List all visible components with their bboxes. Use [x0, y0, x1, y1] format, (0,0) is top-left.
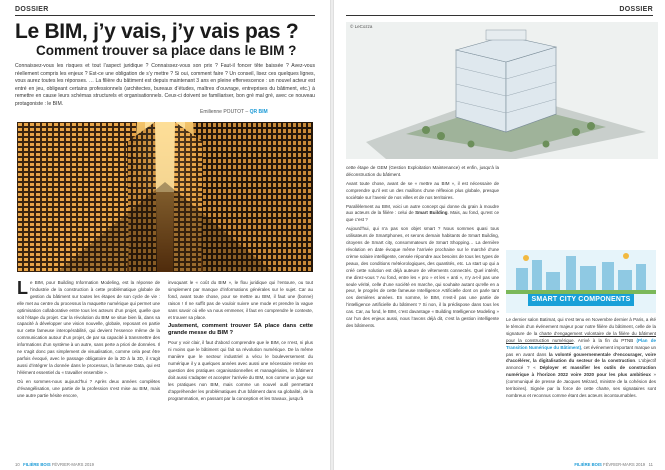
- right-page: [334, 0, 665, 470]
- right-column-1: [346, 165, 499, 332]
- page-footer: [15, 462, 94, 467]
- paragraph-text: Le dernier salon Batimat, qui s’est tenu en Novembre dernier à Paris, a été le témoin d’un événement majeur pour notre filière du bâtiment, celle de la signature de la: [506, 317, 656, 336]
- drop-cap: L: [17, 278, 28, 298]
- section-label: DOSSIER: [15, 6, 49, 13]
- author-name: Emilienne POUTOT –: [200, 109, 249, 115]
- charter-title: charte d’engagement volontaire de la filière du bâtiment pour la construction numérique: [506, 330, 656, 343]
- paragraph: cette étape de GEM (Gestion Exploitation Maintenance) et enfin, jusqu’à la déconstruction du bâtiment.: [346, 165, 499, 177]
- page-footer: [574, 462, 653, 467]
- header-rule: [15, 15, 315, 16]
- paragraph-text: , cet événement important marque un pas en avant dans: [506, 344, 656, 357]
- left-page: [0, 0, 330, 470]
- paragraph: Aujourd’hui, qui n’a pas son objet smart ? Nous sommes quasi tous utilisateurs de Smartphones, et serons demain habitants de Smart Building, citoyens de Smart city, consommateurs de Smart Shopping… La dernière révolution en date évoque même l’arrivée prochaine sur le marché d’une crème solaire intelligente, censée répondre aux besoins de tous les types de peaux, des conditions météorologiques, des quantités, etc. La start up qui a créé cette solution est déjà auteure de vêtements connectés. Quel intérêt, me direz-vous ? Au fond, entre les « pro » et les « anti », n’y a-t-il pas une seule vérité, celle d’une société en marche, qui souhaite autant qu’elle en a peur, le progrès de cette fameuse Intelligence Artificielle dont on parle tant ces dernières années. En somme, le BIM, n’est-il pas une partie de l’intelligence artificielle du bâtiment ? Si non, il la prédispose dans tous les cas. Car, au fond, le BIM, c’est davantage « Building Intelligence Modeling » car l’un des enjeux aussi, nous l’avons déjà dit, c’est la gestion intelligente des bâtiments.: [346, 226, 499, 328]
- author-line: [200, 109, 268, 115]
- magazine-name: FILIÈRE BOIS: [574, 462, 602, 467]
- image-credit: © LeCozza: [350, 24, 373, 29]
- page-number: 11: [648, 462, 653, 467]
- paragraph-text: . L’objectif annoncé ? «: [506, 358, 656, 371]
- ptnb-highlight: (Plan de Transition Numérique du Bâtiment): [506, 337, 656, 350]
- paragraph-text: Parallèlement au BIM, voici un autre concept qui donne du grain à moudre aux acteurs de la filière : celui de: [346, 203, 499, 216]
- paragraph-text: . Arrivé à la fin du PTNB: [573, 337, 634, 343]
- paragraph: [506, 317, 656, 400]
- author-organization: QR BIM: [249, 109, 268, 115]
- right-column-2: [506, 317, 656, 402]
- paragraph: Où en sommes-nous aujourd’hui ? Après deux années complètes d’évangélisation, une partie de la profession s’est mise au BIM, mais une autre partie hésite encore,: [17, 378, 160, 398]
- objective-quote: Déployer et massifier les outils de construction numérique à l’horizon 2022 voire 2020 pour les plus ambitieux: [506, 365, 656, 378]
- smart-city-label: SMART CITY COMPONENTS: [528, 294, 634, 306]
- issue-date: FÉVRIER-MARS 2019: [51, 462, 94, 467]
- paragraph-text: e BIM, pour Building Information Modeling, est la réponse de l’industrie de la construction à cette problématique globale de gestion du bâtiment sur toutes les étapes de son cycle de vie : elle met au centre du processus la maquette numérique qui permet une optimisation collaborative entre tous les acteurs d’un projet, quelle que soit l’étape du projet. Car la révolution du BIM se situe bien là, dans sa capacité à développer une vision nouvelle, globale, reposant en partie sur cette fameuse interopérabilité, qui devient l’essence même de la communication autour d’un projet, de par sa capacité à transmettre des informations d’un système à un autre, sans perte a priori de données. Il ne s’agit donc pas simplement de visualisation, comme cela peut être parfois évoqué, avec le passage obligatoire de la 2D à la 3D, il s’agit aussi d’intégrer la donnée dans le processus, la fameuse Data, qui est l’élément essentiel du « travailler ensemble ».: [17, 280, 160, 375]
- paragraph: [17, 280, 160, 377]
- government-goal: la volonté gouvernementale d’encourager, voire d’accélérer, la digitalisation du secteur de la construction: [506, 351, 656, 364]
- section-subheading: Justement, comment trouver SA place dans cette grande messe du BIM ?: [168, 323, 313, 337]
- header-rule: [346, 15, 653, 16]
- section-label: DOSSIER: [619, 6, 653, 13]
- bim-building-illustration: [346, 22, 658, 159]
- paragraph: Avant toute chose, avant de se « mettre au BIM », il est nécessaire de comprendre qu’il est un des maillons d’une réflexion plus globale, presque sociétale sur l’avenir de nos villes et de nos territoires.: [346, 180, 499, 200]
- page-number: 10: [15, 462, 20, 467]
- article-intro: Connaissez-vous les risques et tout l’aspect juridique ? Connaissez-vous son prix ? Faut-il foncer tête baissée ? Avez-vous réellement compris les enjeux ? Est-ce une obligation de s’y mettre ? Si oui, comment faire ? Un conseil, lisez ces quelques lignes, vous aurez toutes les réponses. … La filière du bâtiment est depuis maintenant 3 ans en pleine effervescence : un nouvel acteur est entré en jeu, obligeant certains professionnels (architectes, bureaux d’études, maîtres d’ouvrage, entreprises du bâtiment, etc.) à remettre en cause leurs schémas structurels et organisationnels. Ceux-ci doivent se familiariser, bon gré mal gré, avec ce nouveau protagoniste : le BIM.: [15, 63, 315, 107]
- magazine-name: FILIÈRE BOIS: [23, 462, 51, 467]
- left-column-2: [168, 280, 313, 405]
- article-subtitle: Comment trouver sa place dans le BIM ?: [36, 43, 297, 58]
- paragraph: invoquant le « coût du BIM », le flou juridique qui l’entoure, ou tout simplement par manque d’informations générales sur le sujet. Car au fond, avant toute chose, pour se mettre au BIM, il faut une (bonne) raison ! Il ne suffit pas de vouloir suivre une mode et prendre la vague sans savoir où elle va nous emmener, il faut en comprendre le contexte, et trouver sa place.: [168, 280, 313, 320]
- smart-building-term: Smart Building: [415, 210, 448, 216]
- paragraph: Pour y voir clair, il faut d’abord comprendre que le BIM, ce n’est, ni plus ni moins que le bâtiment qui fait sa révolution numérique. De la même manière que le secteur industriel a vécu le bouleversement du numérique il y a quelques années avec aussi une nécessaire remise en question des pratiques organisationnelles et managériales, le bâtiment doit aussi s’adapter et accepter l’arrivée du BIM, non comme un juge sur les pratiques non BIM, mais comme un nouvel outil permettant d’appréhender les problématiques d’un bâtiment dans sa globalité, de la programmation, en passant par la conception et les travaux, jusqu’à: [168, 340, 313, 401]
- left-column-1: [17, 280, 160, 401]
- article-title: Le BIM, j’y vais, j’y vais pas ?: [15, 20, 299, 43]
- paragraph: [346, 204, 499, 225]
- skyscraper-photo: [17, 122, 313, 272]
- smart-city-illustration: [506, 250, 656, 313]
- paragraph-text: . Mais, au fond, qu’est ce que c’est ?: [346, 210, 499, 223]
- paragraph-text: » (communiqué de presse de Jacques Mézard, ministre de la cohésion des territoires). Signée par la force de cette charte, ses signataires sont nombreux et reconnus comme étant des acteurs incontournables.: [506, 372, 656, 398]
- issue-date: FÉVRIER-MARS 2019: [603, 462, 646, 467]
